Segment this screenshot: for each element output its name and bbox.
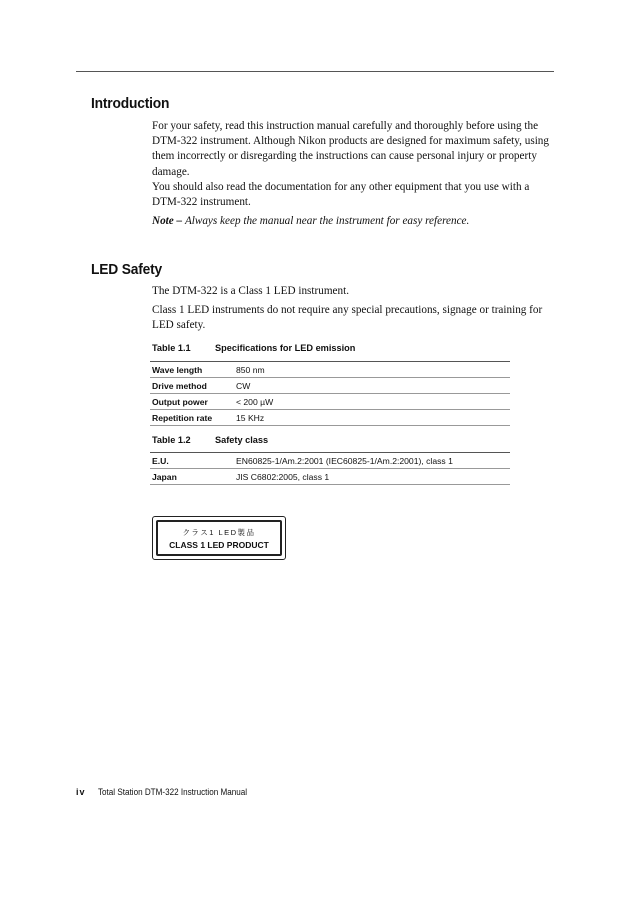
table-row: [150, 362, 510, 378]
row-value: 15 KHz: [234, 410, 510, 426]
table-row: [150, 394, 510, 410]
table-row: [150, 453, 510, 469]
led-emission-table: [150, 361, 510, 426]
row-value: EN60825-1/Am.2:2001 (IEC60825-1/Am.2:2001), class 1: [234, 453, 510, 469]
manual-title: Total Station DTM-322 Instruction Manual: [98, 787, 248, 797]
label-japanese-text: クラス1 LED製品: [182, 528, 256, 537]
led-paragraph-1: The DTM-322 is a Class 1 LED instrument.: [152, 285, 349, 297]
introduction-heading: Introduction: [91, 95, 170, 112]
row-value: JIS C6802:2005, class 1: [234, 469, 510, 485]
intro-note: [152, 214, 552, 229]
table-1-number: Table 1.1: [152, 343, 191, 353]
row-key: E.U.: [150, 453, 234, 469]
page-footer: [76, 787, 264, 797]
table-row: [150, 378, 510, 394]
label-inner-border: [156, 520, 282, 556]
intro-paragraph-1: For your safety, read this instruction manual carefully and thoroughly before using the DTM-322 instrument. Although Nikon products are designed for maximum safety, using them incorrectly or disregarding the instructions can cause personal injury or property damage.: [152, 120, 549, 178]
table-2-title: Safety class: [215, 435, 269, 445]
row-value: CW: [234, 378, 510, 394]
row-value: 850 nm: [234, 362, 510, 378]
page-number: iv: [76, 787, 86, 797]
table-2-number: Table 1.2: [152, 435, 191, 445]
row-key: Japan: [150, 469, 234, 485]
class-1-led-product-label: [152, 516, 286, 560]
note-text: Always keep the manual near the instrument for easy reference.: [184, 215, 470, 227]
table-2-caption: [152, 435, 269, 445]
row-key: Drive method: [150, 378, 234, 394]
table-1-caption: [152, 343, 356, 353]
row-key: Repetition rate: [150, 410, 234, 426]
led-paragraph-2: Class 1 LED instruments do not require any special precautions, signage or training for LED safety.: [152, 304, 543, 332]
row-key: Wave length: [150, 362, 234, 378]
safety-class-table: [150, 452, 510, 485]
row-key: Output power: [150, 394, 234, 410]
led-safety-heading: LED Safety: [91, 261, 163, 278]
header-rule: [76, 71, 554, 72]
intro-paragraph-2: You should also read the documentation for any other equipment that you use with a DTM-322 instrument.: [152, 181, 530, 209]
label-english-text: CLASS 1 LED PRODUCT: [169, 540, 269, 550]
table-1-title: Specifications for LED emission: [215, 343, 356, 353]
table-row: [150, 410, 510, 426]
table-row: [150, 469, 510, 485]
note-label: Note –: [152, 215, 183, 227]
row-value: < 200 µW: [234, 394, 510, 410]
